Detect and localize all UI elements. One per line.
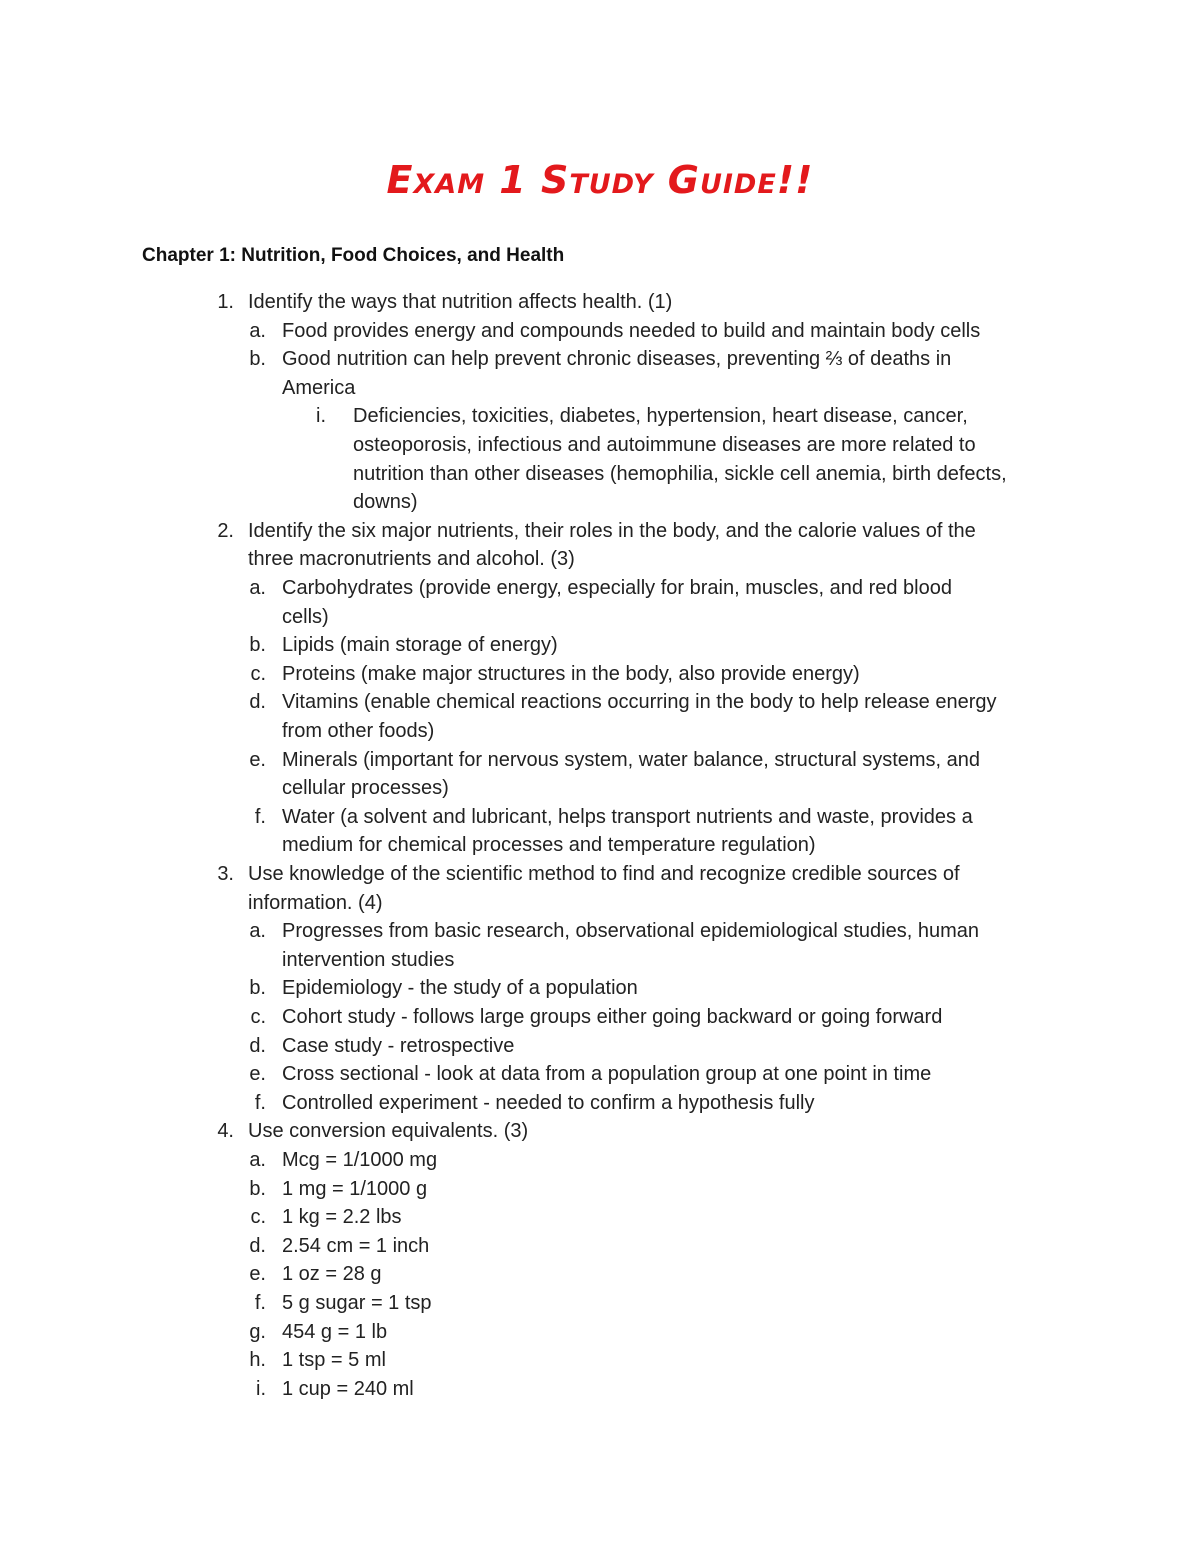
subitem-text-line: Good nutrition can help prevent chronic diseases, preventing ⅔ of deaths in — [282, 348, 952, 371]
subitem-marker: c. — [250, 662, 266, 685]
subitem-text-line: 1 kg = 2.2 lbs — [282, 1206, 402, 1229]
subitem-text-line: Proteins (make major structures in the body, also provide energy) — [282, 662, 860, 685]
subitem-marker: b. — [249, 1177, 266, 1200]
subitem-marker: c. — [250, 1206, 266, 1229]
subitem-text-line: Minerals (important for nervous system, water balance, structural systems, and — [282, 748, 981, 771]
subitem-marker: f. — [254, 1091, 266, 1114]
item-marker: 3. — [217, 863, 234, 885]
item-text-line: Use conversion equivalents. (3) — [248, 1120, 529, 1143]
subitem-text-line: Vitamins (enable chemical reactions occurring in the body to help release energy — [282, 691, 997, 714]
subitem-text-line: intervention studies — [282, 948, 455, 971]
subitem-marker: a. — [249, 319, 266, 342]
subitem-marker: b. — [249, 634, 266, 657]
subitem-text-line: Food provides energy and compounds needed to build and maintain body cells — [282, 319, 981, 342]
subitem-text-line: from other foods) — [282, 720, 435, 742]
subitem-marker: a. — [249, 577, 266, 599]
subitem-marker: a. — [249, 920, 266, 943]
subitem-text-line: Cohort study - follows large groups either going backward or going forward — [282, 1006, 943, 1028]
subsubitem-marker: i. — [316, 405, 326, 428]
subitem-marker: e. — [249, 1063, 266, 1086]
subitem-text-line: Water (a solvent and lubricant, helps transport nutrients and waste, provides a — [282, 805, 973, 828]
subitem-text-line: America — [282, 376, 356, 399]
subitem-text-line: Case study - retrospective — [282, 1034, 515, 1057]
subitem-text-line: Mcg = 1/1000 mg — [282, 1149, 438, 1171]
subitem-marker: g. — [249, 1320, 266, 1343]
subitem-marker: i. — [256, 1377, 266, 1400]
subsubitem-text-line: nutrition than other diseases (hemophilia, sickle cell anemia, birth defects, — [353, 462, 1007, 485]
subitem-text-line: 1 tsp = 5 ml — [282, 1349, 386, 1372]
item-text-line: information. (4) — [248, 891, 383, 914]
item-marker: 2. — [217, 519, 234, 542]
subsubitem-text-line: osteoporosis, infectious and autoimmune diseases are more related to — [353, 434, 976, 456]
subitem-text-line: Cross sectional - look at data from a population group at one point in time — [282, 1063, 932, 1086]
chapter-heading: Chapter 1: Nutrition, Food Choices, and Health — [142, 245, 565, 266]
item-text-line: three macronutrients and alcohol. (3) — [248, 548, 575, 571]
item-text-line: Identify the six major nutrients, their roles in the body, and the calorie values of the — [248, 519, 976, 542]
subitem-marker: f. — [254, 1292, 266, 1314]
subitem-text-line: 1 oz = 28 g — [282, 1263, 382, 1286]
subitem-marker: d. — [249, 691, 266, 714]
subitem-marker: e. — [249, 748, 266, 771]
subsubitem-text-line: downs) — [353, 491, 418, 514]
subitem-marker: d. — [249, 1034, 266, 1057]
subitem-marker: e. — [249, 1263, 266, 1286]
subitem-text-line: medium for chemical processes and temperature regulation) — [282, 834, 816, 857]
subitem-text-line: Carbohydrates (provide energy, especially for brain, muscles, and red blood — [282, 577, 952, 599]
subitem-marker: b. — [249, 977, 266, 1000]
subitem-marker: h. — [249, 1349, 266, 1372]
subitem-marker: d. — [249, 1234, 266, 1257]
subitem-marker: f. — [254, 805, 266, 828]
item-marker: 4. — [217, 1120, 234, 1143]
subitem-marker: a. — [249, 1149, 266, 1171]
subitem-text-line: Progresses from basic research, observational epidemiological studies, human — [282, 920, 980, 943]
subsubitem-text-line: Deficiencies, toxicities, diabetes, hypertension, heart disease, cancer, — [353, 405, 968, 428]
subitem-marker: c. — [250, 1006, 266, 1028]
item-text-line: Identify the ways that nutrition affects health. (1) — [248, 291, 673, 313]
subitem-text-line: 1 mg = 1/1000 g — [282, 1177, 428, 1200]
subitem-text-line: cells) — [282, 605, 329, 628]
subitem-text-line: cellular processes) — [282, 777, 449, 800]
subitem-text-line: 1 cup = 240 ml — [282, 1377, 414, 1400]
subitem-text-line: 2.54 cm = 1 inch — [282, 1234, 430, 1257]
subitem-text-line: Lipids (main storage of energy) — [282, 634, 558, 657]
subitem-text-line: Controlled experiment - needed to confirm a hypothesis fully — [282, 1091, 815, 1114]
subitem-text-line: 5 g sugar = 1 tsp — [282, 1292, 432, 1314]
subitem-text-line: Epidemiology - the study of a population — [282, 977, 638, 1000]
item-marker: 1. — [217, 291, 234, 313]
subitem-marker: b. — [249, 348, 266, 371]
page-title: Exam 1 Study Guide!! — [386, 158, 814, 202]
subitem-text-line: 454 g = 1 lb — [282, 1320, 388, 1343]
item-text-line: Use knowledge of the scientific method to find and recognize credible sources of — [248, 863, 960, 885]
